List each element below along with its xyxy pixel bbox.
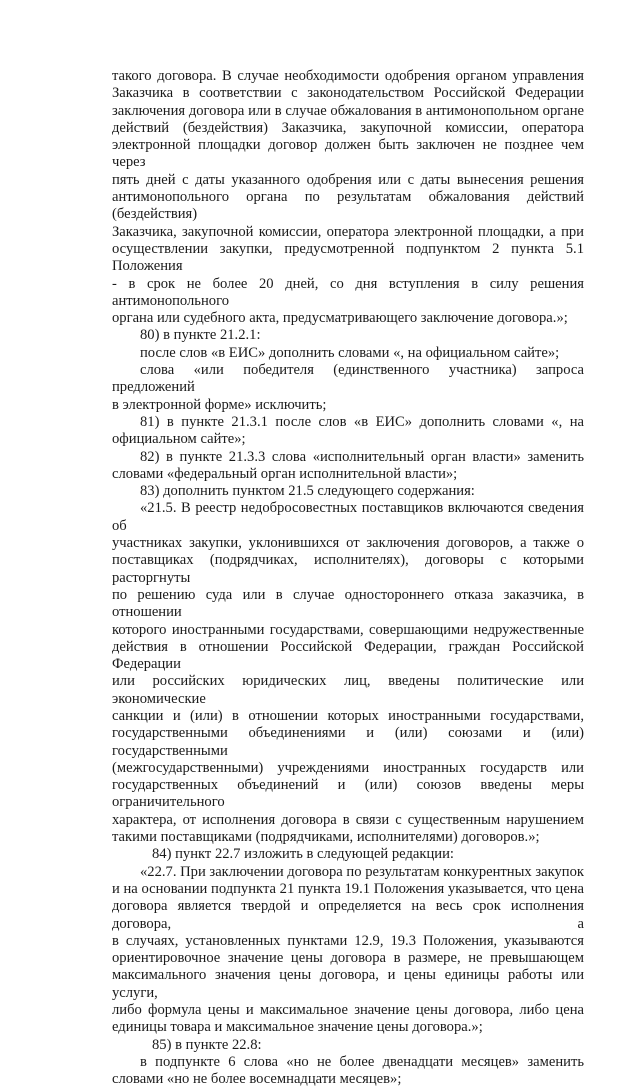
text-line: официальном сайте»; — [112, 431, 246, 448]
text-line: 82) в пункте 21.3.3 слова «исполнительный орган власти» заменить — [140, 448, 584, 465]
text-line: 83) дополнить пунктом 21.5 следующего содержания: — [140, 483, 475, 500]
text-line: участниках закупки, уклонившихся от заключения договоров, а также о — [112, 535, 584, 552]
text-line: (межгосударственными) учреждениями иностранных государств или — [112, 759, 584, 776]
text-line: договора является твердой и определяется на весь срок исполнения договора, а — [112, 898, 584, 932]
text-line: Заказчика в соответствии с законодательством Российской Федерации — [112, 85, 584, 102]
text-line: и на основании подпункта 21 пункта 19.1 Положения указывается, что цена — [112, 880, 584, 897]
text-line: либо формула цены и максимальное значение цены договора, либо цена — [112, 1002, 584, 1019]
text-line: такими поставщиками (подрядчиками, исполнителями) договоров.»; — [112, 829, 540, 846]
text-line: поставщиках (подрядчиках, исполнителях), договоры с которыми расторгнуты — [112, 552, 584, 586]
text-line: в случаях, установленных пунктами 12.9, 19.3 Положения, указываются — [112, 932, 584, 949]
text-line: или российских юридических лиц, введены политические или экономические — [112, 673, 584, 707]
text-line: - в срок не более 20 дней, со дня вступления в силу решения антимонопольного — [112, 275, 584, 309]
text-line: государственных объединений и (или) союзов введены меры ограничительного — [112, 777, 584, 811]
text-line: по решению суда или в случае одностороннего отказа заказчика, в отношении — [112, 586, 584, 621]
text-line: Заказчика, закупочной комиссии, оператора электронной площадки, а при — [112, 223, 584, 240]
text-line: «22.7. При заключении договора по результатам конкурентных закупок — [140, 863, 584, 880]
text-line: 85) в пункте 22.8: — [152, 1036, 262, 1053]
text-line: государственными объединениями и (или) союзами и (или) государственными — [112, 725, 584, 759]
text-line: слова «или победителя (единственного участника) запроса предложений — [112, 362, 584, 396]
text-line: санкции и (или) в отношении которых иностранными государствами, — [112, 707, 584, 724]
text-line: 80) в пункте 21.2.1: — [140, 327, 261, 344]
text-line: словами «федеральный орган исполнительной власти»; — [112, 465, 458, 482]
text-line: электронной площадки договор должен быть заключен не позднее чем через — [112, 137, 584, 171]
text-line: действия в отношении Российской Федерации, граждан Российской Федерации — [112, 638, 584, 673]
text-line: 84) пункт 22.7 изложить в следующей редакции: — [152, 846, 454, 863]
text-line: органа или судебного акта, предусматривающего заключение договора.»; — [112, 310, 568, 327]
text-line: максимального значения цены договора, и цены единицы работы или услуги, — [112, 967, 584, 1001]
text-line: единицы товара и максимальное значение цены договора.»; — [112, 1019, 483, 1036]
document-body-text — [112, 68, 584, 1089]
text-line: заключения договора или в случае обжалования в антимонопольном органе — [112, 102, 584, 119]
text-line: осуществлении закупки, предусмотренной подпунктом 2 пункта 5.1 Положения — [112, 240, 584, 275]
text-line: действий (бездействия) Заказчика, закупочной комиссии, оператора — [112, 119, 584, 136]
text-line: «21.5. В реестр недобросовестных поставщиков включаются сведения об — [112, 500, 584, 534]
text-line: характера, от исполнения договора в связи с существенным нарушением — [112, 811, 584, 828]
text-line: ориентировочное значение цены договора в размере, не превышающем — [112, 950, 584, 967]
text-line: после слов «в ЕИС» дополнить словами «, на официальном сайте»; — [140, 344, 560, 361]
text-line: такого договора. В случае необходимости одобрения органом управления — [112, 68, 584, 84]
text-line: в подпункте 6 слова «но не более двенадцати месяцев» заменить — [140, 1053, 584, 1070]
text-line: пять дней с даты указанного одобрения или с даты вынесения решения — [112, 171, 584, 188]
text-line: словами «но не более восемнадцати месяцев»; — [112, 1071, 402, 1088]
text-line: 81) в пункте 21.3.1 после слов «в ЕИС» дополнить словами «, на — [140, 413, 584, 430]
text-line: в электронной форме» исключить; — [112, 396, 327, 413]
text-line: антимонопольного органа по результатам обжалования действий (бездействия) — [112, 189, 584, 223]
text-line: которого иностранными государствами, совершающими недружественные — [112, 621, 584, 638]
